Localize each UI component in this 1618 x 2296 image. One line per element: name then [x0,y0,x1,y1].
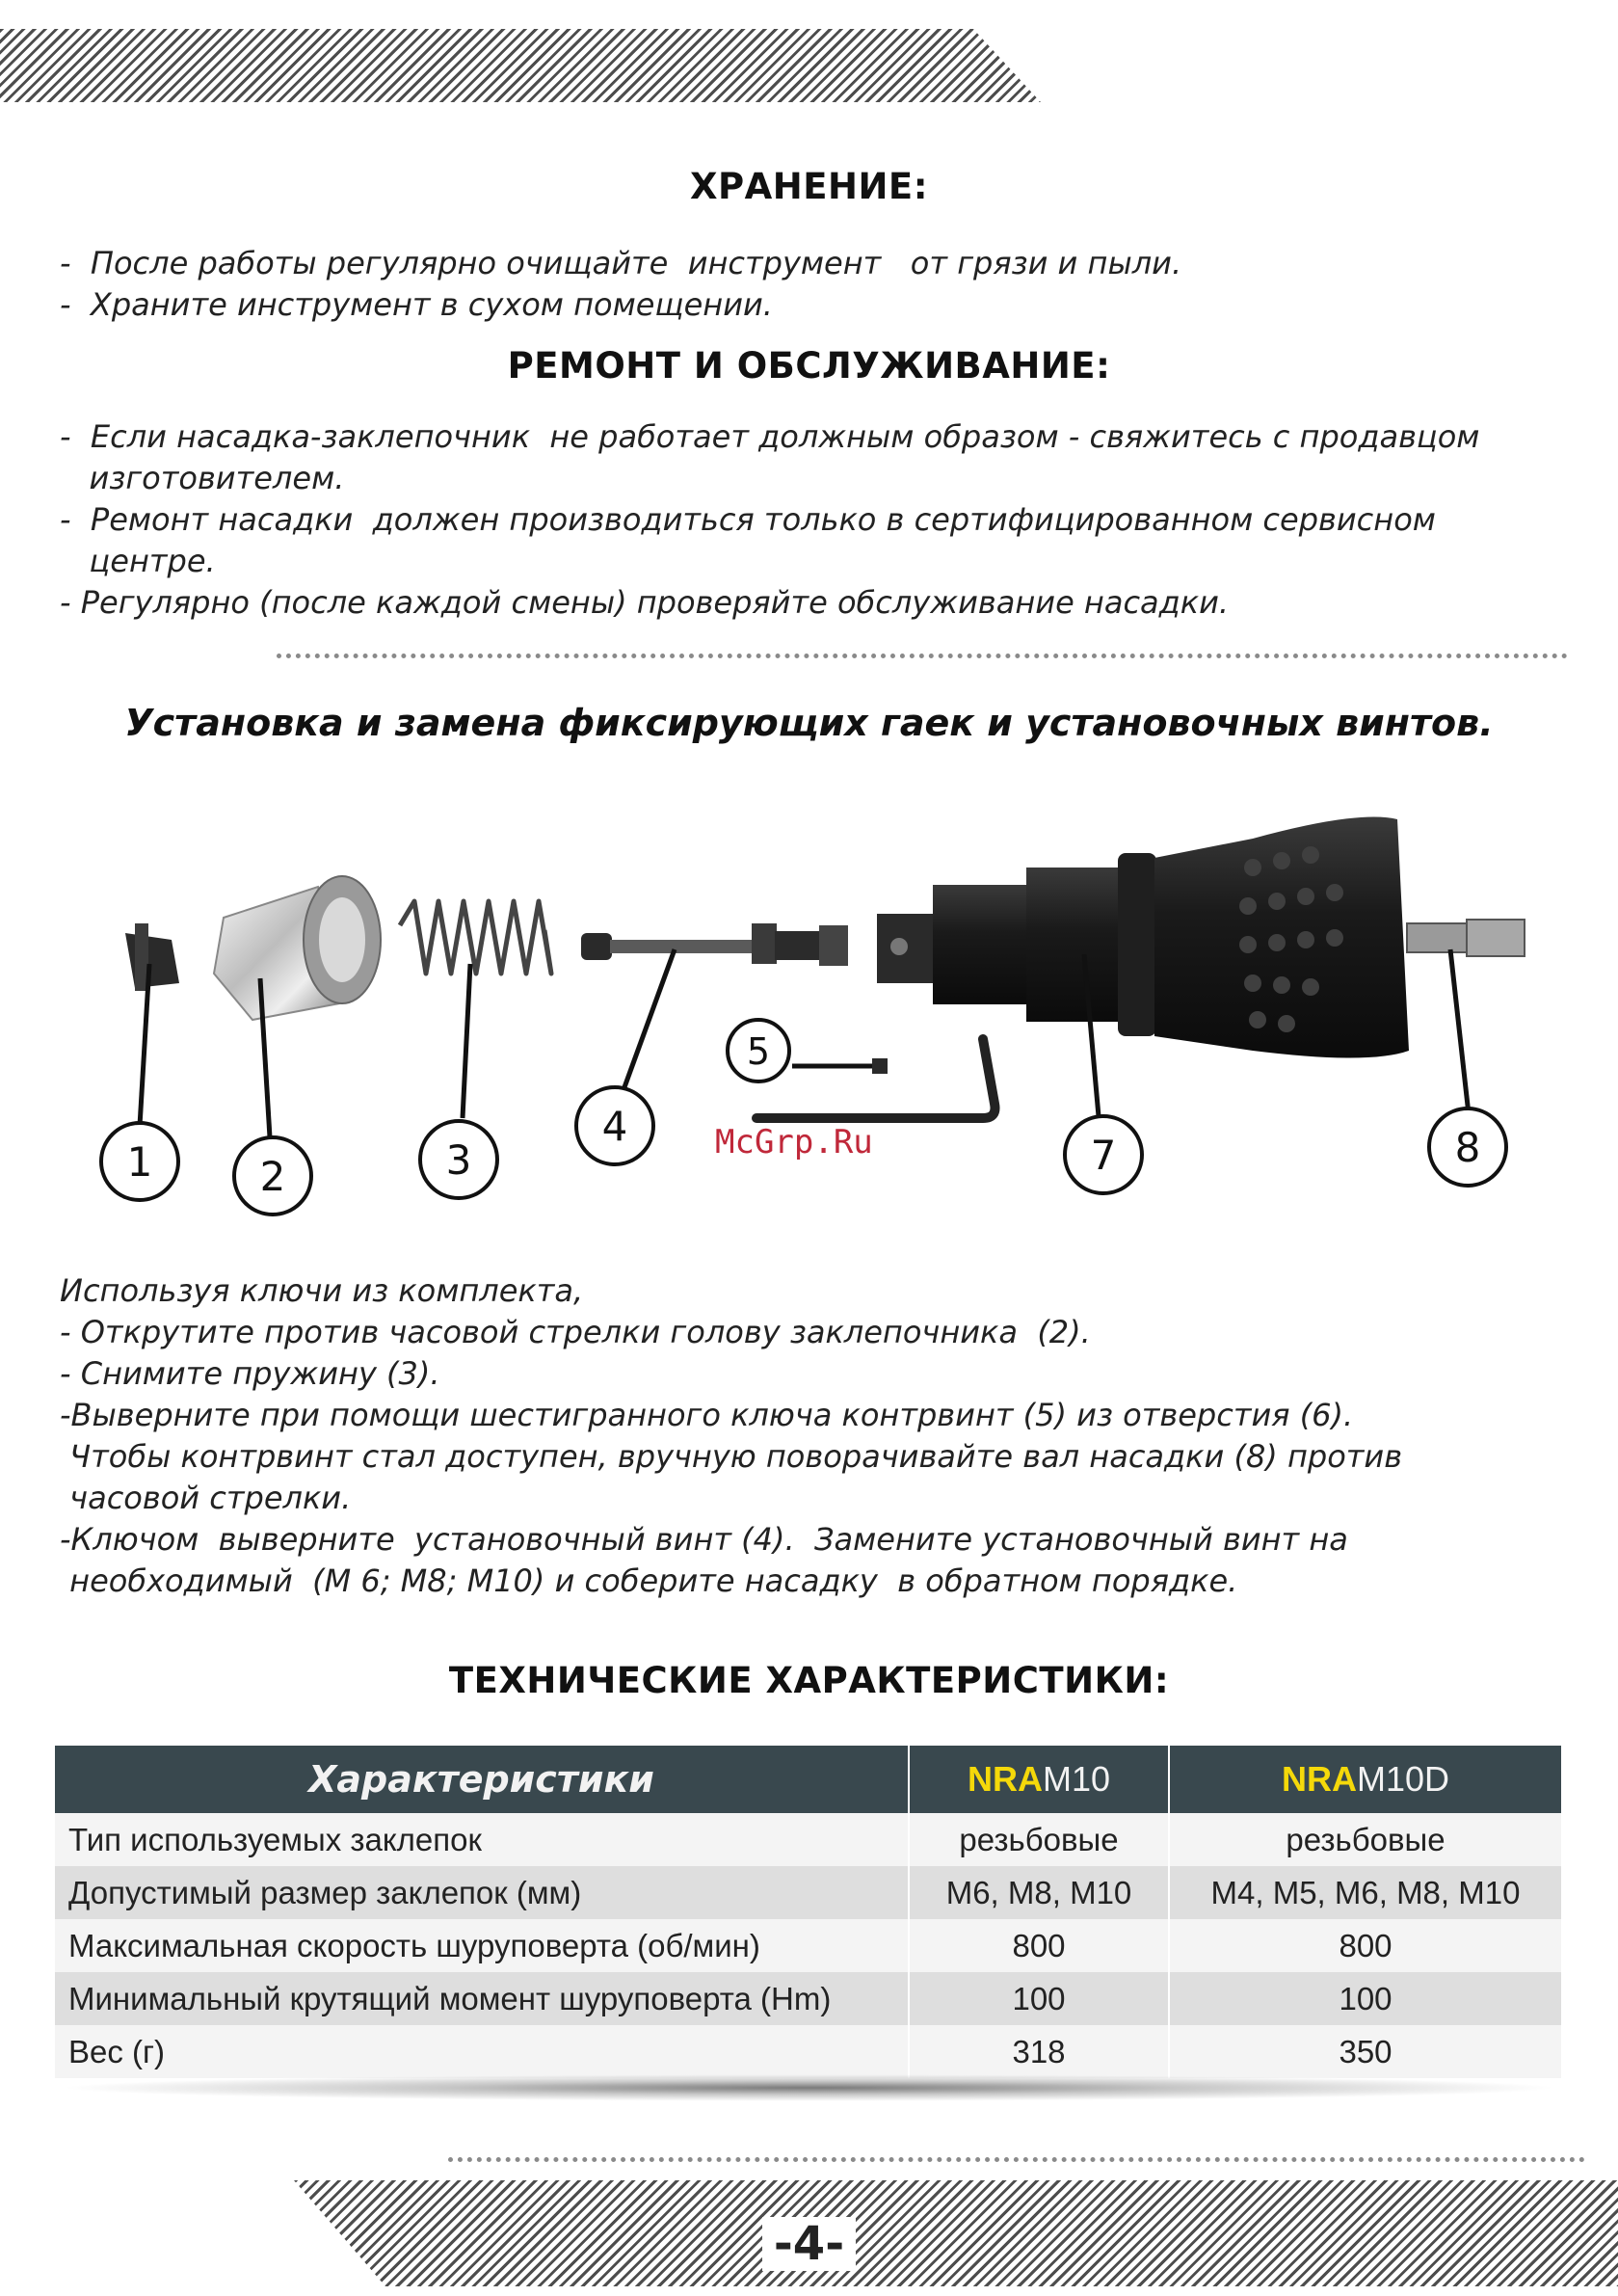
spec-value-m10: 318 [909,2025,1169,2078]
callout-8 [1429,1108,1506,1186]
callout-label-5: 5 [746,1030,771,1073]
spec-value-m10: М6, М8, М10 [909,1866,1169,1919]
repair-line-2: изготовителем. [60,460,345,496]
table-row [55,1813,1561,1866]
spec-name: Тип используемых заклепок [55,1813,909,1866]
callout-1 [101,1123,178,1200]
model-1-brand: NRA [967,1759,1043,1799]
callout-7 [1065,1116,1142,1193]
model-2-suffix: M10D [1356,1759,1450,1799]
repair-line-4: центре. [60,543,216,579]
part-spring [400,901,551,1118]
top-hatch-band [0,29,1041,102]
specs-table [55,1746,1561,2078]
callout-5 [728,1020,789,1081]
table-row [55,1866,1561,1919]
callout-3 [420,1121,497,1198]
exploded-parts-diagram [0,790,1618,1243]
section-divider [277,654,1568,658]
callout-label-1: 1 [126,1138,153,1186]
spec-value-m10: 100 [909,1972,1169,2025]
spec-name: Допустимый размер заклепок (мм) [55,1866,909,1919]
callout-2 [234,1137,311,1215]
part-rivet-head [214,876,381,1137]
repair-line-3: - Ремонт насадки должен производиться только в сертифицированном сервисном [60,501,1436,538]
repair-line-5: - Регулярно (после каждой смены) проверяйте обслуживание насадки. [60,584,1230,621]
table-row [55,1972,1561,2025]
spec-value-m10d: 100 [1169,1972,1561,2025]
callout-label-4: 4 [601,1103,628,1150]
spec-name: Максимальная скорость шуруповерта (об/мин) [55,1919,909,1972]
specs-header-label: Характеристики [55,1746,909,1813]
specs-header-model-1 [909,1746,1169,1813]
install-line-1: Используя ключи из комплекта, [60,1272,584,1309]
callout-label-2: 2 [259,1153,286,1200]
install-line-8: необходимый (М 6; М8; М10) и соберите насадку в обратном порядке. [60,1562,1238,1599]
install-line-7: -Ключом выверните установочный винт (4). Замените установочный винт на [60,1521,1348,1558]
specs-header-model-2 [1169,1746,1561,1813]
callout-label-8: 8 [1454,1124,1481,1171]
part-counter-screw-and-key [756,1039,995,1118]
part-fixing-nut [125,923,179,1126]
storage-title: ХРАНЕНИЕ: [689,166,929,207]
specs-header-row [55,1746,1561,1813]
install-line-4: -Выверните при помощи шестигранного ключа контрвинт (5) из отверстия (6). [60,1397,1354,1433]
callout-4 [576,1087,653,1164]
callout-label-3: 3 [445,1136,472,1184]
spec-value-m10d: резьбовые [1169,1813,1561,1866]
storage-line-1: - После работы регулярно очищайте инструмент от грязи и пыли. [60,245,1182,281]
specs-title: ТЕХНИЧЕСКИЕ ХАРАКТЕРИСТИКИ: [448,1660,1170,1701]
table-shadow [58,2074,1561,2101]
install-line-2: - Открутите против часовой стрелки голову заклепочника (2). [60,1314,1091,1350]
part-hex-shaft [1407,920,1525,1123]
spec-name: Минимальный крутящий момент шуруповерта (Hm) [55,1972,909,2025]
part-setting-screw [581,923,848,1087]
install-line-3: - Снимите пружину (3). [60,1355,440,1392]
spec-value-m10: резьбовые [909,1813,1169,1866]
watermark: McGrp.Ru [715,1123,873,1161]
page-number [0,2217,1618,2271]
part-main-body [877,817,1409,1117]
table-row [55,1919,1561,1972]
install-title: Установка и замена фиксирующих гаек и установочных винтов. [124,702,1494,744]
table-row [55,2025,1561,2078]
model-1-suffix: M10 [1042,1759,1111,1799]
model-2-brand: NRA [1281,1759,1357,1799]
spec-value-m10d: М4, М5, М6, М8, М10 [1169,1866,1561,1919]
footer-divider [448,2157,1585,2162]
callout-label-7: 7 [1090,1132,1117,1179]
page-number-label: -4- [762,2217,856,2271]
storage-line-2: - Храните инструмент в сухом помещении. [60,286,773,323]
spec-name: Вес (г) [55,2025,909,2078]
spec-value-m10d: 800 [1169,1919,1561,1972]
repair-title: РЕМОНТ И ОБСЛУЖИВАНИЕ: [507,345,1111,387]
repair-line-1: - Если насадка-заклепочник не работает должным образом - свяжитесь с продавцом [60,418,1480,455]
spec-value-m10: 800 [909,1919,1169,1972]
spec-value-m10d: 350 [1169,2025,1561,2078]
install-line-5: Чтобы контрвинт стал доступен, вручную поворачивайте вал насадки (8) против [60,1438,1403,1475]
install-line-6: часовой стрелки. [60,1480,352,1516]
